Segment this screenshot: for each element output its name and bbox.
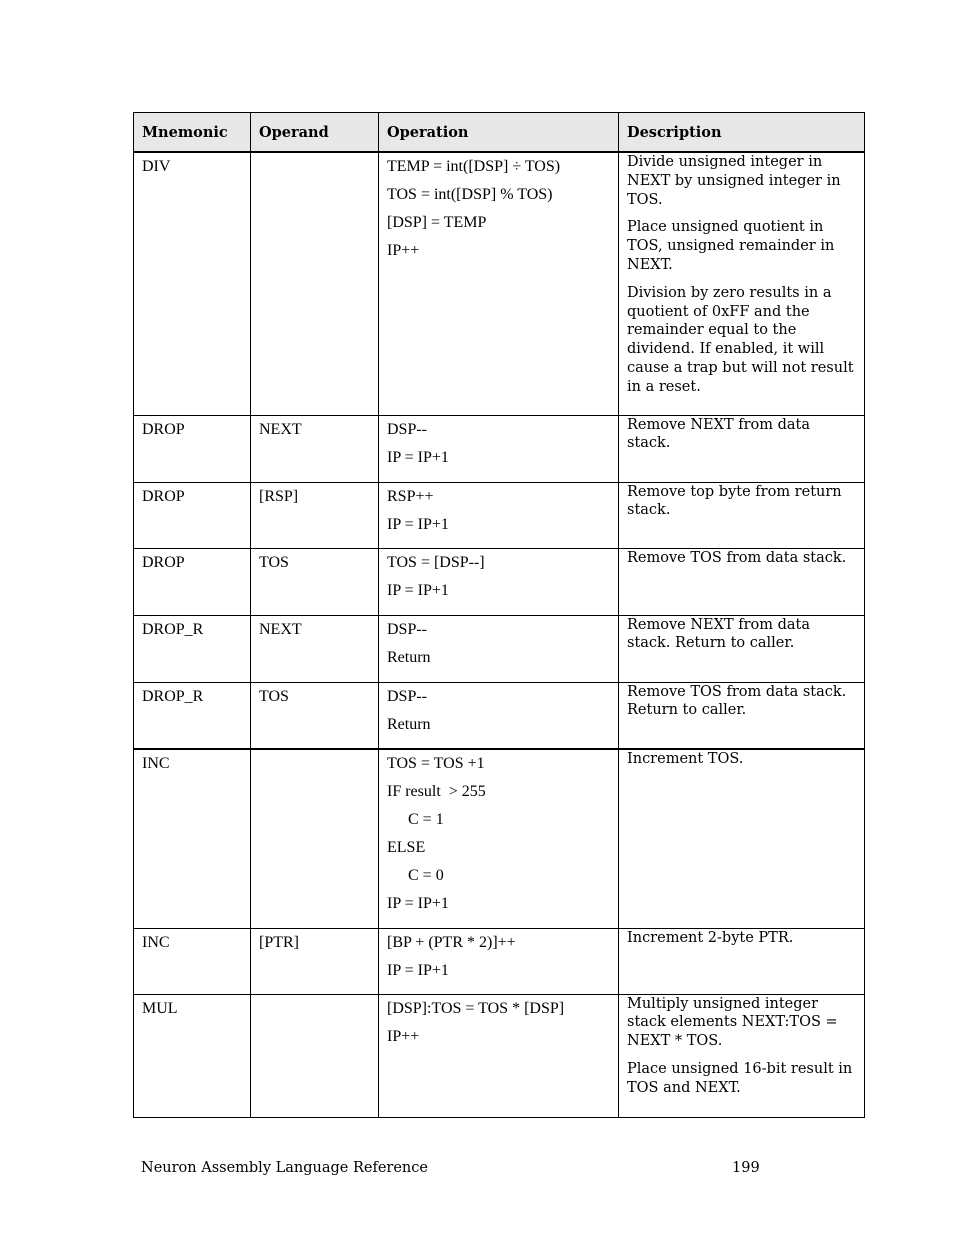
table-row [134, 415, 865, 482]
description-paragraph: Divide unsigned integer in NEXT by unsigned integer in TOS. [627, 154, 841, 208]
description-paragraph: Remove top byte from return stack. [627, 483, 842, 519]
operation-line: DSP-- [387, 420, 428, 438]
instruction-table [133, 112, 865, 1118]
operation-line: C = 0 [408, 867, 444, 884]
operation-line: [BP + (PTR * 2)]++ [387, 933, 516, 951]
operation-line: ELSE [387, 839, 426, 856]
operation-cell [379, 749, 619, 928]
description-paragraph: Remove TOS from data stack. Return to caller. [627, 683, 847, 719]
operand-cell: TOS [251, 548, 379, 615]
page-number: 199 [732, 1160, 760, 1176]
operation-line: TOS = [DSP--] [387, 553, 485, 571]
operation-cell [379, 415, 619, 482]
mnemonic-cell: INC [134, 749, 251, 928]
operation-cell [379, 152, 619, 415]
operation-line: [DSP] = TEMP [387, 214, 487, 231]
header-operand: Operand [251, 113, 379, 153]
operation-line: TOS = TOS +1 [387, 755, 485, 772]
mnemonic-cell: DROP [134, 415, 251, 482]
operation-cell [379, 482, 619, 548]
operation-line: IP = IP+1 [387, 581, 449, 599]
table-row [134, 152, 865, 415]
description-cell [619, 548, 865, 615]
operation-line: TOS = int([DSP] % TOS) [387, 186, 553, 203]
description-cell [619, 152, 865, 415]
operation-line: IP = IP+1 [387, 895, 449, 912]
header-description: Description [619, 113, 865, 153]
description-cell [619, 749, 865, 928]
operand-cell: NEXT [251, 615, 379, 682]
mnemonic-cell: DROP [134, 548, 251, 615]
description-paragraph: Multiply unsigned integer stack elements NEXT:TOS = NEXT * TOS. [627, 995, 838, 1050]
footer-title: Neuron Assembly Language Reference [141, 1160, 428, 1176]
operation-cell [379, 615, 619, 682]
table-row [134, 682, 865, 749]
description-paragraph: Remove NEXT from data stack. Return to caller. [627, 616, 811, 652]
description-paragraph: Place unsigned quotient in TOS, unsigned remainder in NEXT. [627, 219, 835, 273]
description-paragraph: Remove NEXT from data stack. [627, 416, 811, 452]
operation-line: C = 1 [408, 811, 444, 828]
operand-cell: NEXT [251, 415, 379, 482]
description-paragraph: Place unsigned 16-bit result in TOS and NEXT. [627, 1060, 853, 1096]
operation-line: Return [387, 648, 431, 666]
operand-cell: TOS [251, 682, 379, 749]
operation-line: IP = IP+1 [387, 961, 449, 979]
mnemonic-cell: INC [134, 928, 251, 994]
operand-cell [251, 152, 379, 415]
table-row [134, 482, 865, 548]
operation-line: IP++ [387, 242, 420, 259]
description-paragraph: Division by zero results in a quotient of 0xFF and the remainder equal to the dividend. If enabled, it will cause a trap but will not result in a reset. [627, 284, 854, 395]
description-cell [619, 682, 865, 749]
operation-cell [379, 682, 619, 749]
table-row [134, 928, 865, 994]
operand-cell [251, 994, 379, 1117]
description-cell [619, 482, 865, 548]
operation-line: DSP-- [387, 687, 428, 705]
table-header-row [134, 113, 865, 153]
description-paragraph: Increment TOS. [627, 751, 744, 767]
operation-line: IF result > 255 [387, 783, 486, 800]
mnemonic-cell: MUL [134, 994, 251, 1117]
operand-cell [251, 749, 379, 928]
mnemonic-cell: DROP [134, 482, 251, 548]
table-row [134, 548, 865, 615]
operation-line: IP++ [387, 1027, 420, 1045]
header-mnemonic: Mnemonic [134, 113, 251, 153]
operand-cell: [PTR] [251, 928, 379, 994]
table-row [134, 615, 865, 682]
operation-cell [379, 548, 619, 615]
operand-cell: [RSP] [251, 482, 379, 548]
mnemonic-cell: DROP_R [134, 682, 251, 749]
operation-line: RSP++ [387, 487, 434, 505]
operation-line: Return [387, 715, 431, 733]
table-row [134, 749, 865, 928]
description-cell [619, 928, 865, 994]
mnemonic-cell: DROP_R [134, 615, 251, 682]
operation-cell [379, 994, 619, 1117]
description-paragraph: Increment 2-byte PTR. [627, 929, 794, 946]
operation-line: IP = IP+1 [387, 448, 449, 466]
operation-line: TEMP = int([DSP] ÷ TOS) [387, 158, 561, 175]
operation-cell [379, 928, 619, 994]
description-cell [619, 994, 865, 1117]
operation-line: [DSP]:TOS = TOS * [DSP] [387, 999, 565, 1017]
header-operation: Operation [379, 113, 619, 153]
operation-line: IP = IP+1 [387, 515, 449, 533]
description-cell [619, 415, 865, 482]
operation-line: DSP-- [387, 620, 428, 638]
table-row [134, 994, 865, 1117]
mnemonic-cell: DIV [134, 152, 251, 415]
description-cell [619, 615, 865, 682]
description-paragraph: Remove TOS from data stack. [627, 549, 847, 566]
